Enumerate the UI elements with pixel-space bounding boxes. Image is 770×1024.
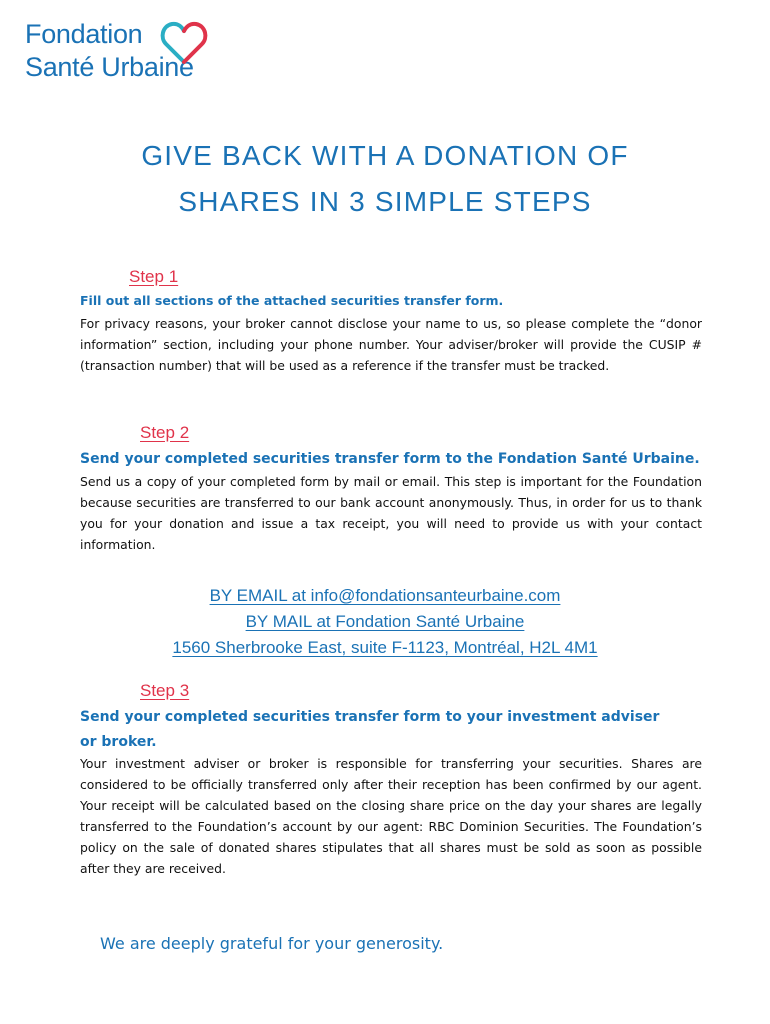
mail-link[interactable]: BY MAIL at Fondation Santé Urbaine [245,612,525,631]
title-line2: SHARES IN 3 SIMPLE STEPS [178,186,592,217]
logo-text-line2: Santé Urbaine [25,52,194,82]
step-2-heading: Send your completed securities transfer form to the Fondation Santé Urbaine. [80,451,700,467]
title-line1: GIVE BACK WITH A DONATION OF [141,140,629,171]
step-2-body: Send us a copy of your completed form by mail or email. This step is important for the Foundation because securities are transferred to our bank account anonymously. Thus, in order for us to thank you for your donation and issue a tax receipt, you will need to provide us with your contact information. [80,474,702,552]
heart-icon [158,18,210,66]
step-1-heading: Fill out all sections of the attached securities transfer form. [80,293,504,308]
step-3-heading: Send your completed securities transfer form to your investment adviser or broker. [80,709,660,750]
step-1-label: Step 1 [129,267,179,286]
step-1-body: For privacy reasons, your broker cannot disclose your name to us, so please complete the “donor information” section, including your phone number. Your adviser/broker will provide the CUSIP # (transaction number) that will be used as a reference if the transfer must be tracked. [80,316,702,373]
step-3-label: Step 3 [140,681,190,700]
step-3-body: Your investment adviser or broker is responsible for transferring your securities. Shares are considered to be officially transferred only after their reception has been confirmed by our agent. Your receipt will be calculated based on the closing share price on the day your shares are legally transferred to the Foundation’s account by our agent: RBC Dominion Securities. The Foundation’s policy on the sale of donated shares stipulates that all shares must be sold as soon as possible after they are received. [80,756,702,876]
email-link[interactable]: BY EMAIL at info@fondationsanteurbaine.com [209,586,561,605]
foundation-logo [25,18,225,98]
page-title [0,133,770,225]
step-2-label: Step 2 [140,423,190,442]
address-link[interactable]: 1560 Sherbrooke East, suite F-1123, Montréal, H2L 4M1 [172,638,598,657]
logo-text-line1: Fondation [25,19,143,49]
closing-message: We are deeply grateful for your generosity. [100,934,444,953]
contact-block [0,583,770,661]
